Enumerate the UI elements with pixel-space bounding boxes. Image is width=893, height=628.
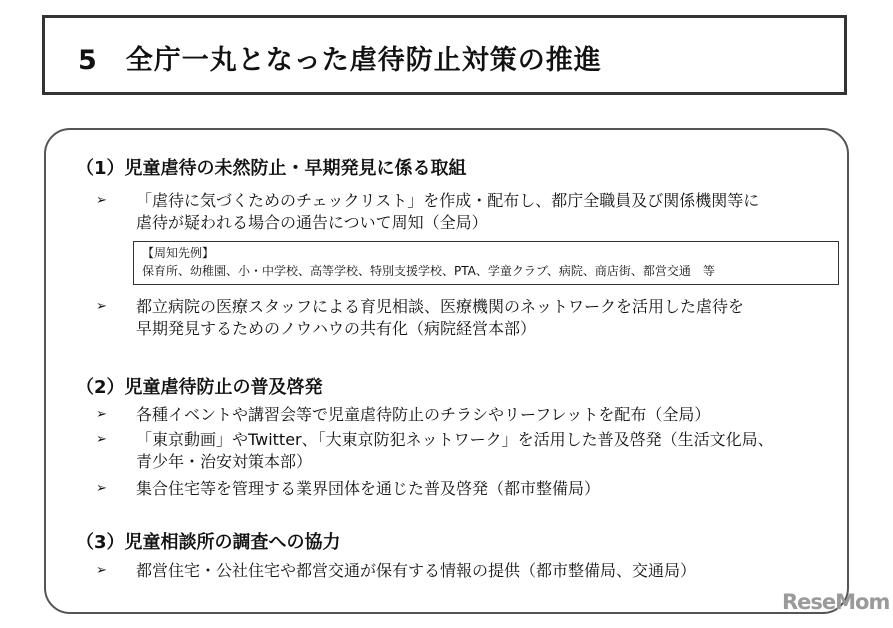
bullet-arrow-icon: ➢ [96,407,107,422]
bullet-arrow-icon: ➢ [96,481,107,496]
bullet-line: 青少年・治安対策本部） [136,452,313,471]
bullet-text: 都営住宅・公社住宅や都営交通が保有する情報の提供（都市整備局、交通局） [136,561,697,580]
bullet-arrow-icon: ➢ [96,563,107,578]
bullet-text: 集合住宅等を管理する業界団体を通じた普及啓発（都市整備局） [136,479,601,498]
bullet-arrow-icon: ➢ [96,299,107,314]
section-heading-2: （2）児童虐待防止の普及啓発 [76,377,323,398]
section-heading-3: （3）児童相談所の調査への協力 [76,532,341,553]
notice-label: 【周知先例】 [142,246,215,260]
bullet-line: 「東京動画」やTwitter、「大東京防犯ネットワーク」を活用した普及啓発（生活文化局、 [136,430,774,449]
bullet-line: 「虐待に気づくためのチェックリスト」を作成・配布し、都庁全職員及び関係機関等に [136,191,760,210]
bullet-line: 早期発見するためのノウハウの共有化（病院経営本部） [136,319,537,338]
notice-text: 保育所、幼稚園、小・中学校、高等学校、特別支援学校、PTA、学童クラブ、病院、商店街、都営交通 等 [142,264,715,278]
bullet-arrow-icon: ➢ [96,432,107,447]
resemom-logo: ReseMom [782,590,890,614]
bullet-line: 虐待が疑われる場合の通告について周知（全局） [136,213,488,232]
bullet-text [136,429,774,473]
bullet-text: 各種イベントや講習会等で児童虐待防止のチラシやリーフレットを配布（全局） [136,405,711,424]
content-box [44,128,849,614]
bullet-line: 都立病院の医療スタッフによる育児相談、医療機関のネットワークを活用した虐待を [136,297,745,316]
bullet-text [136,296,744,340]
bullet-arrow-icon: ➢ [96,193,107,208]
page-title: 5 全庁一丸となった虐待防止対策の推進 [78,45,602,76]
title-box [42,15,847,95]
bullet-text [136,190,759,234]
section-heading-1: （1）児童虐待の未然防止・早期発見に係る取組 [76,158,467,179]
notice-box [133,241,839,285]
